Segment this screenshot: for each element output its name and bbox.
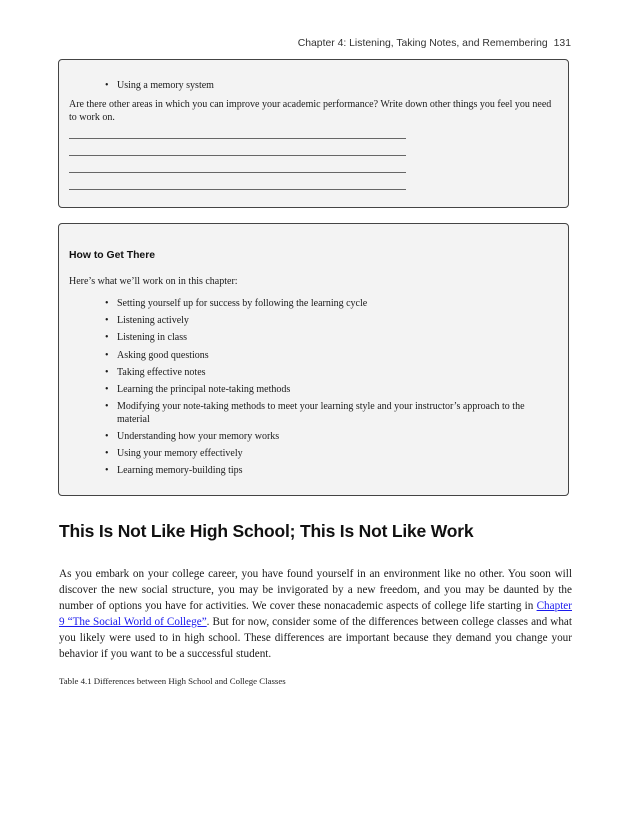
section-heading: This Is Not Like High School; This Is Not Like Work <box>59 521 474 541</box>
write-in-line <box>69 155 406 156</box>
exercise-bullet-list <box>105 80 214 93</box>
list-item: • Listening actively <box>105 315 545 328</box>
chapter-9-link[interactable]: Chapter 9 “The Social World of College” <box>59 600 572 628</box>
box-intro: Here’s what we’ll work on in this chapter: <box>69 276 238 287</box>
table-caption: Table 4.1 Differences between High School and College Classes <box>59 676 286 686</box>
list-item: • Modifying your note-taking methods to meet your learning style and your instructor’s approach to the material <box>105 401 545 426</box>
list-item: • Using your memory effectively <box>105 448 545 461</box>
box-title: How to Get There <box>69 250 156 261</box>
paragraph-text: As you embark on your college career, you have found yourself in an environment like no other. You soon will discover the new social structure, you may be invigorated by a new freedom, and you may be daunted by the number of options you have for activities. We cover these nonacademic aspects of college life starting in <box>59 568 572 612</box>
how-to-get-there-box <box>58 223 569 496</box>
list-item: • Using a memory system <box>105 80 214 93</box>
list-item: • Setting yourself up for success by following the learning cycle <box>105 298 545 311</box>
write-in-line <box>69 189 406 190</box>
running-header <box>298 38 571 49</box>
list-item: • Learning the principal note-taking methods <box>105 384 545 397</box>
running-title: Chapter 4: Listening, Taking Notes, and Remembering <box>297 38 548 49</box>
chapter-goals-list <box>105 298 545 482</box>
list-item: • Learning memory-building tips <box>105 465 545 478</box>
body-paragraph <box>59 566 572 662</box>
list-item: • Listening in class <box>105 332 545 345</box>
list-item: • Understanding how your memory works <box>105 431 545 444</box>
exercise-prompt: Are there other areas in which you can improve your academic performance? Write down other things you feel you need to work on. <box>69 99 552 123</box>
exercise-box <box>58 59 569 208</box>
write-in-line <box>69 172 406 173</box>
list-item: • Asking good questions <box>105 350 545 363</box>
write-in-line <box>69 138 406 139</box>
page-number: 131 <box>553 38 571 49</box>
paragraph-text: . But for now, consider some of the differences between college classes and what you likely were used to in high school. These differences are important because they demand you change your behavior if you want to be a successful student. <box>59 616 573 660</box>
list-item: • Taking effective notes <box>105 367 545 380</box>
